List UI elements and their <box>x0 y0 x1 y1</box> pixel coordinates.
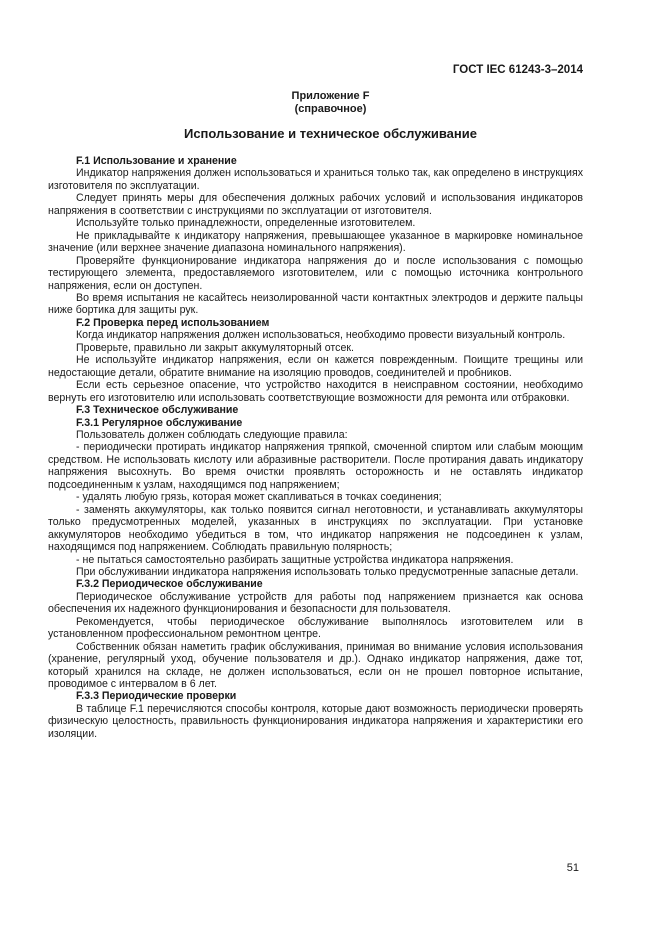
subsection-heading-f32: F.3.2 Периодическое обслуживание <box>76 578 263 591</box>
list-item: - удалять любую грязь, которая может скапливаться в точках соединения; <box>76 491 442 504</box>
paragraph: Пользователь должен соблюдать следующие правила: <box>76 428 348 441</box>
section-heading-f2: F.2 Проверка перед использованием <box>76 316 270 329</box>
paragraph: Рекомендуется, чтобы периодическое обслуживание выполнялось изготовителем или в установленном профессиональном ремонтном центре. <box>48 615 583 641</box>
paragraph: Проверяйте функционирование индикатора напряжения до и после использования с помощью тестирующего элемента, предоставляемого изготовителем, или с помощью источника контрольного напряжения, если он доступен. <box>48 254 583 292</box>
paragraph: В таблице F.1 перечисляются способы контроля, которые дают возможность периодически проверять физическую целостность, правильность функционирования индикатора напряжения и характеристики его изоляции. <box>48 702 583 740</box>
paragraph: Проверьте, правильно ли закрыт аккумуляторный отсек. <box>76 341 354 354</box>
paragraph: Используйте только принадлежности, определенные изготовителем. <box>76 217 416 230</box>
subsection-heading-f33: F.3.3 Периодические проверки <box>76 690 237 703</box>
paragraph: Во время испытания не касайтесь неизолированной части контактных электродов и держите пальцы ниже бортика для защиты рук. <box>48 291 583 317</box>
paragraph: Следует принять меры для обеспечения должных рабочих условий и использования индикаторов напряжения в соответствии с инструкциями по эксплуатации от изготовителя. <box>48 192 583 217</box>
paragraph: Не прикладывайте к индикатору напряжения, превышающее указанное в маркировке номинальное значение (или верхнее значение диапазона номинального напряжения). <box>48 229 583 255</box>
annex-heading <box>0 90 661 116</box>
page-number: 51 <box>566 862 579 874</box>
subsection-heading-f31: F.3.1 Регулярное обслуживание <box>76 416 243 429</box>
paragraph: Не используйте индикатор напряжения, если он кажется поврежденным. Поищите трещины или недостающие детали, обратите внимание на изоляцию проводов, соединителей и пробников. <box>48 354 583 379</box>
page-title: Использование и техническое обслуживание <box>183 126 477 141</box>
paragraph: Индикатор напряжения должен использоваться и храниться только так, как определено в инструкциях изготовителя по эксплуатации. <box>48 167 583 192</box>
list-item: - заменять аккумуляторы, как только появится сигнал неготовности, и устанавливать аккумуляторы только предусмотренных моделей, указанных в инструкциях по эксплуатации. При установке аккумуляторов необходимо убедиться в том, что индикатор напряжения не подсоединен к узлам, находящимся под напряжением. Соблюдать правильную полярность; <box>48 503 583 554</box>
document-body <box>48 155 583 740</box>
paragraph: Когда индикатор напряжения должен использоваться, необходимо провести визуальный контроль. <box>76 329 566 342</box>
annex-type: (справочное) <box>294 103 367 115</box>
annex-title: Приложение F <box>291 90 370 102</box>
paragraph: Если есть серьезное опасение, что устройство находится в неисправном состоянии, необходимо вернуть его изготовителю или использовать соответствующие возможности для ремонта или отбраковки. <box>48 379 583 404</box>
section-heading-f1: F.1 Использование и хранение <box>76 155 237 167</box>
standard-number: ГОСТ IEC 61243-3–2014 <box>452 64 583 76</box>
list-item: - не пытаться самостоятельно разбирать защитные устройства индикатора напряжения. <box>76 553 514 566</box>
paragraph: Периодическое обслуживание устройств для работы под напряжением признается как основа обеспечения их надежного функционирования и безопасности для пользователя. <box>48 590 583 616</box>
paragraph: При обслуживании индикатора напряжения использовать только предусмотренные запасные детали. <box>76 565 579 578</box>
section-heading-f3: F.3 Техническое обслуживание <box>76 404 239 417</box>
paragraph: Собственник обязан наметить график обслуживания, принимая во внимание условия использования (хранение, регулярный уход, обучение пользователя и др.). Однако индикатор напряжения, даже тот, который хранился на складе, не должен использоваться, если он не прошел повторное испытание, проводимое с интервалом в 6 лет. <box>48 640 583 691</box>
list-item: - периодически протирать индикатор напряжения тряпкой, смоченной спиртом или слабым моющим средством. Не использовать кислоту или абразивные растворители. После протирания давать индикатору напряжения высохнуть. Во время очистки проявлять осторожность и не оставлять индикатор подсоединенным к узлам, находящимся под напряжением; <box>48 441 583 491</box>
